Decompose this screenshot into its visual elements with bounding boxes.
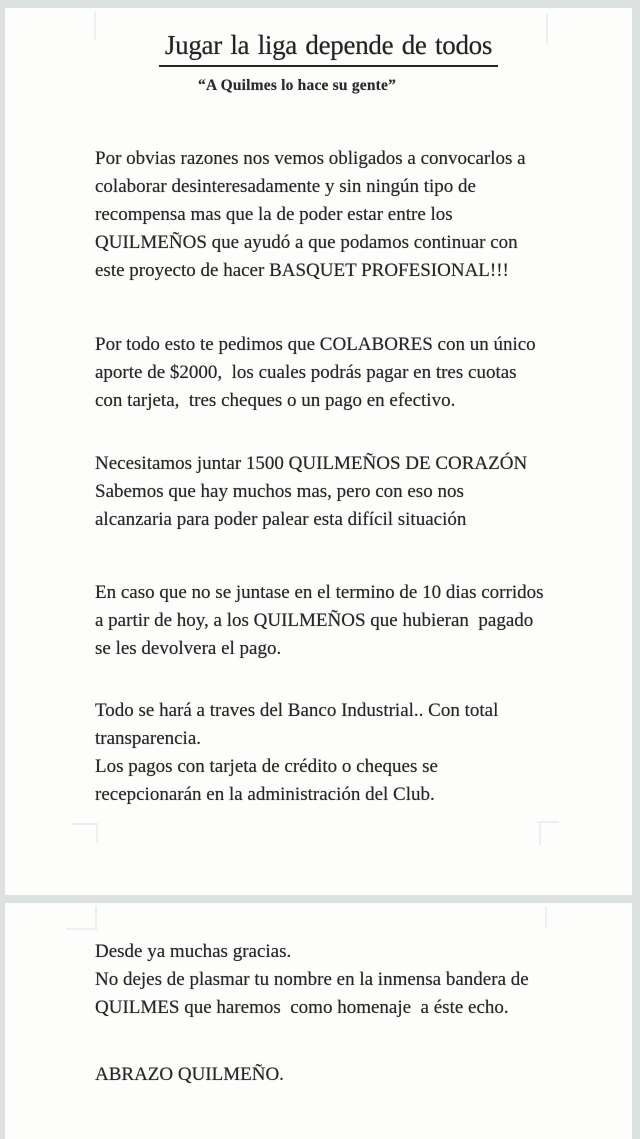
text-line: este proyecto de hacer BASQUET PROFESIONAL!!! xyxy=(95,260,509,281)
paragraph-gracias xyxy=(95,938,529,1022)
text-line: Los pagos con tarjeta de crédito o cheques se xyxy=(95,756,438,777)
letter-page-bottom xyxy=(5,903,632,1139)
letter-subtitle: “A Quilmes lo hace su gente” xyxy=(198,77,397,94)
text-line: se les devolvera el pago. xyxy=(95,638,282,659)
text-line: alcanzaria para poder palear esta difícil situación xyxy=(95,509,467,530)
paragraph-devolucion xyxy=(95,579,544,663)
text-line: Desde ya muchas gracias. xyxy=(95,941,292,962)
text-line: con tarjeta, tres cheques o un pago en efectivo. xyxy=(95,390,456,411)
text-line: Necesitamos juntar 1500 QUILMEÑOS DE CORAZÓN xyxy=(95,453,528,474)
paragraph-abrazo xyxy=(95,1061,284,1089)
paragraph-aporte xyxy=(95,331,536,415)
letter-title: Jugar la liga depende de todos xyxy=(159,28,498,67)
text-line: QUILMES que haremos como homenaje a éste echo. xyxy=(95,997,509,1018)
text-line: QUILMEÑOS que ayudó a que podamos continuar con xyxy=(95,232,518,253)
text-line: colaborar desinteresadamente y sin ningún tipo de xyxy=(95,176,476,197)
text-line: Por obvias razones nos vemos obligados a convocarlos a xyxy=(95,148,526,169)
text-line: ABRAZO QUILMEÑO. xyxy=(95,1064,284,1085)
text-line: transparencia. xyxy=(95,728,202,749)
paragraph-convocatoria xyxy=(95,145,526,285)
paragraph-banco xyxy=(95,697,498,809)
text-line: aporte de $2000, los cuales podrás pagar en tres cuotas xyxy=(95,362,517,383)
text-line: recepcionarán en la administración del Club. xyxy=(95,784,435,805)
text-line: recompensa mas que la de poder estar entre los xyxy=(95,204,453,225)
text-line: Todo se hará a traves del Banco Industrial.. Con total xyxy=(95,700,499,721)
text-line: No dejes de plasmar tu nombre en la inmensa bandera de xyxy=(95,969,529,990)
text-line: En caso que no se juntase en el termino de 10 dias corridos xyxy=(95,582,544,603)
text-line: Por todo esto te pedimos que COLABORES con un único xyxy=(95,334,536,355)
letter-page-top xyxy=(5,8,632,895)
letter-title-row xyxy=(5,28,632,67)
text-line: Sabemos que hay muchos mas, pero con eso nos xyxy=(95,481,464,502)
text-line: a partir de hoy, a los QUILMEÑOS que hubieran pagado xyxy=(95,610,534,631)
paragraph-meta-1500 xyxy=(95,450,527,534)
